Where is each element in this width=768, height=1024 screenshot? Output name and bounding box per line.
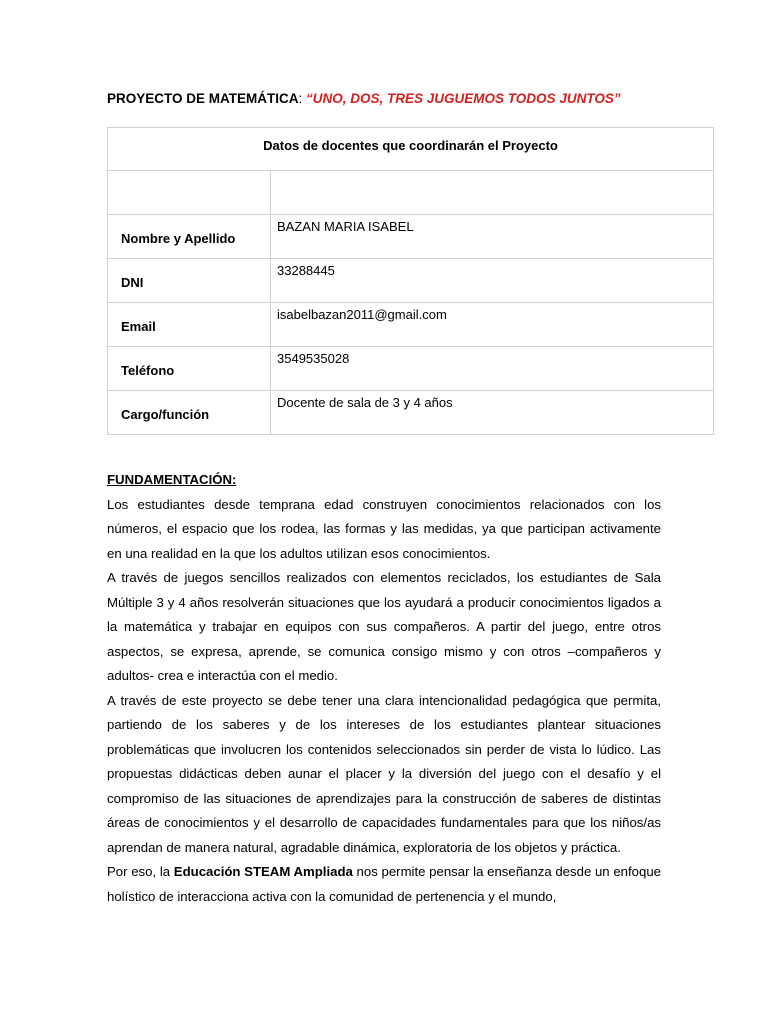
paragraph: A través de este proyecto se debe tener una clara intencionalidad pedagógica que permita, partiendo de los saberes y de los intereses de los estudiantes plantear situaciones problemáticas que involucren los contenidos seleccionados sin perder de vista lo lúdico. Las propuestas didácticas deben aunar el placer y la diversión del juego con el desafío y el compromiso de las situaciones de aprendizajes para la construcción de saberes de distintas áreas de conocimientos y el desarrollo de capacidades fundamentales para que los niños/as aprendan de manera natural, agradable dinámica, exploratoria de los objetos y práctica. — [107, 692, 661, 855]
fundamentacion-section — [107, 468, 661, 909]
teacher-data-table — [107, 127, 714, 435]
paragraph-steam-after: nos permite pensar la enseñanza desde un enfoque holístico de interacciona activa con la comunidad de pertenencia y el mundo, — [107, 864, 661, 904]
row-label-role: Cargo/función — [108, 391, 271, 435]
table-row — [108, 303, 714, 347]
table-header: Datos de docentes que coordinarán el Proyecto — [108, 128, 714, 171]
row-value-role: Docente de sala de 3 y 4 años — [271, 391, 714, 435]
table-row — [108, 215, 714, 259]
row-value-dni: 33288445 — [271, 259, 714, 303]
table-row — [108, 347, 714, 391]
paragraph: A través de juegos sencillos realizados con elementos reciclados, los estudiantes de Sala Múltiple 3 y 4 años resolverán situaciones que los ayudará a producir conocimientos ligados a la matemática y trabajar en equipos con sus compañeros. A partir del juego, entre otros aspectos, se expresa, aprende, se comunica consigo mismo y con otros –compañeros y adultos- crea e interactúa con el medio. — [107, 570, 661, 683]
table-header-row — [108, 128, 714, 171]
table-empty-value-cell — [271, 171, 714, 215]
row-value-email: isabelbazan2011@gmail.com — [271, 303, 714, 347]
paragraph: Los estudiantes desde temprana edad construyen conocimientos relacionados con los números, el espacio que los rodea, las formas y las medidas, ya que participan activamente en una realidad en la que los adultos utilizan esos conocimientos. — [107, 496, 661, 561]
steam-emphasis: Educación STEAM Ampliada — [173, 864, 353, 879]
row-label-phone: Teléfono — [108, 347, 271, 391]
table-empty-row — [108, 171, 714, 215]
row-label-dni: DNI — [108, 259, 271, 303]
row-value-name: BAZAN MARIA ISABEL — [271, 215, 714, 259]
row-value-phone: 3549535028 — [271, 347, 714, 391]
project-title-colon: : — [298, 91, 307, 106]
table-row — [108, 391, 714, 435]
row-label-name: Nombre y Apellido — [108, 215, 271, 259]
paragraph-steam — [107, 860, 661, 909]
project-title-quote: “UNO, DOS, TRES JUGUEMOS TODOS JUNTOS” — [306, 91, 621, 106]
project-title — [107, 91, 621, 106]
paragraph-steam-before: Por eso, la — [107, 864, 174, 879]
table-row — [108, 259, 714, 303]
row-label-email: Email — [108, 303, 271, 347]
project-title-prefix: PROYECTO DE MATEMÁTICA — [107, 91, 299, 106]
section-heading: FUNDAMENTACIÓN: — [107, 472, 237, 487]
table-empty-label-cell — [108, 171, 271, 215]
